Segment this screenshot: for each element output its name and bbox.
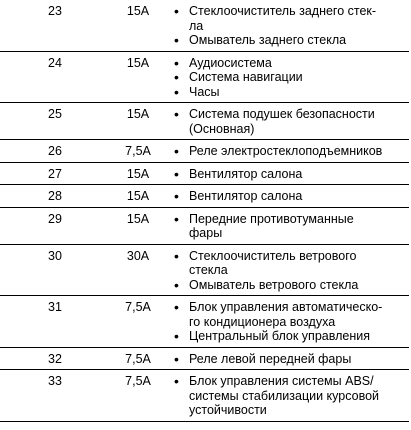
circuit-item: • Вентилятор салона: [166, 167, 409, 182]
circuit-list: [166, 300, 409, 344]
circuit-item: • Вентилятор салона: [166, 189, 409, 204]
fuse-row: [0, 296, 409, 348]
fuse-circuits: [166, 296, 409, 348]
circuit-list: [166, 352, 409, 367]
circuit-list: [166, 212, 409, 241]
fuse-row: [0, 0, 409, 51]
fuse-circuits: [166, 140, 409, 163]
fuse-number: 27: [0, 162, 110, 185]
fuse-rating: 7,5A: [110, 296, 166, 348]
circuit-item: • Омыватель ветрового стекла: [166, 278, 409, 293]
circuit-list: [166, 189, 409, 204]
fuse-rating: 15A: [110, 207, 166, 244]
circuit-item: • Аудиосистема: [166, 56, 409, 71]
fuse-rating: 30A: [110, 244, 166, 296]
fuse-number: 25: [0, 103, 110, 140]
fuse-number: 33: [0, 370, 110, 422]
circuit-item: • Система подушек безопасности (Основная): [166, 107, 409, 136]
fuse-number: 29: [0, 207, 110, 244]
fuse-rating: 15A: [110, 0, 166, 51]
circuit-item: • Реле электростеклоподъемников: [166, 144, 409, 159]
fuse-number: 28: [0, 185, 110, 208]
circuit-item: • Блок управления системы ABS/ системы стабилизации курсовой устойчивости: [166, 374, 409, 418]
fuse-row: [0, 103, 409, 140]
circuit-item: • Блок управления автоматическо- го кондиционера воздуха: [166, 300, 409, 329]
circuit-item: • Реле левой передней фары: [166, 352, 409, 367]
circuit-item: • Центральный блок управления: [166, 329, 409, 344]
circuit-item: • Система навигации: [166, 70, 409, 85]
fuse-rating: 15A: [110, 162, 166, 185]
circuit-list: [166, 249, 409, 293]
fuse-circuits: [166, 103, 409, 140]
fuse-number: 24: [0, 51, 110, 103]
circuit-list: [166, 374, 409, 418]
fuse-number: 23: [0, 0, 110, 51]
fuse-number: 30: [0, 244, 110, 296]
fuse-row: [0, 51, 409, 103]
fuse-number: 26: [0, 140, 110, 163]
circuit-item: • Передние противотуманные фары: [166, 212, 409, 241]
fuse-row: [0, 207, 409, 244]
fuse-rating: 7,5A: [110, 370, 166, 422]
fuse-circuits: [166, 370, 409, 422]
circuit-item: • Омыватель заднего стекла: [166, 33, 409, 48]
fuse-rating: 15A: [110, 51, 166, 103]
circuit-list: [166, 56, 409, 100]
fuse-row: [0, 244, 409, 296]
fuse-row: [0, 347, 409, 370]
fuse-rating: 15A: [110, 185, 166, 208]
fuse-rating: 7,5A: [110, 347, 166, 370]
fuse-rating: 15A: [110, 103, 166, 140]
fuse-circuits: [166, 51, 409, 103]
fuse-rating: 7,5A: [110, 140, 166, 163]
circuit-list: [166, 144, 409, 159]
fuse-row: [0, 185, 409, 208]
circuit-list: [166, 4, 409, 48]
circuit-item: • Часы: [166, 85, 409, 100]
fuse-number: 31: [0, 296, 110, 348]
circuit-item: • Стеклоочиститель заднего стек- ла: [166, 4, 409, 33]
fuse-circuits: [166, 207, 409, 244]
fuse-row: [0, 140, 409, 163]
fuse-circuits: [166, 347, 409, 370]
fuse-circuits: [166, 185, 409, 208]
fuse-circuits: [166, 0, 409, 51]
fuse-circuits: [166, 162, 409, 185]
fuse-number: 32: [0, 347, 110, 370]
circuit-list: [166, 107, 409, 136]
fuse-row: [0, 162, 409, 185]
fuse-circuits: [166, 244, 409, 296]
circuit-item: • Стеклоочиститель ветрового стекла: [166, 249, 409, 278]
circuit-list: [166, 167, 409, 182]
fuse-row: [0, 370, 409, 422]
